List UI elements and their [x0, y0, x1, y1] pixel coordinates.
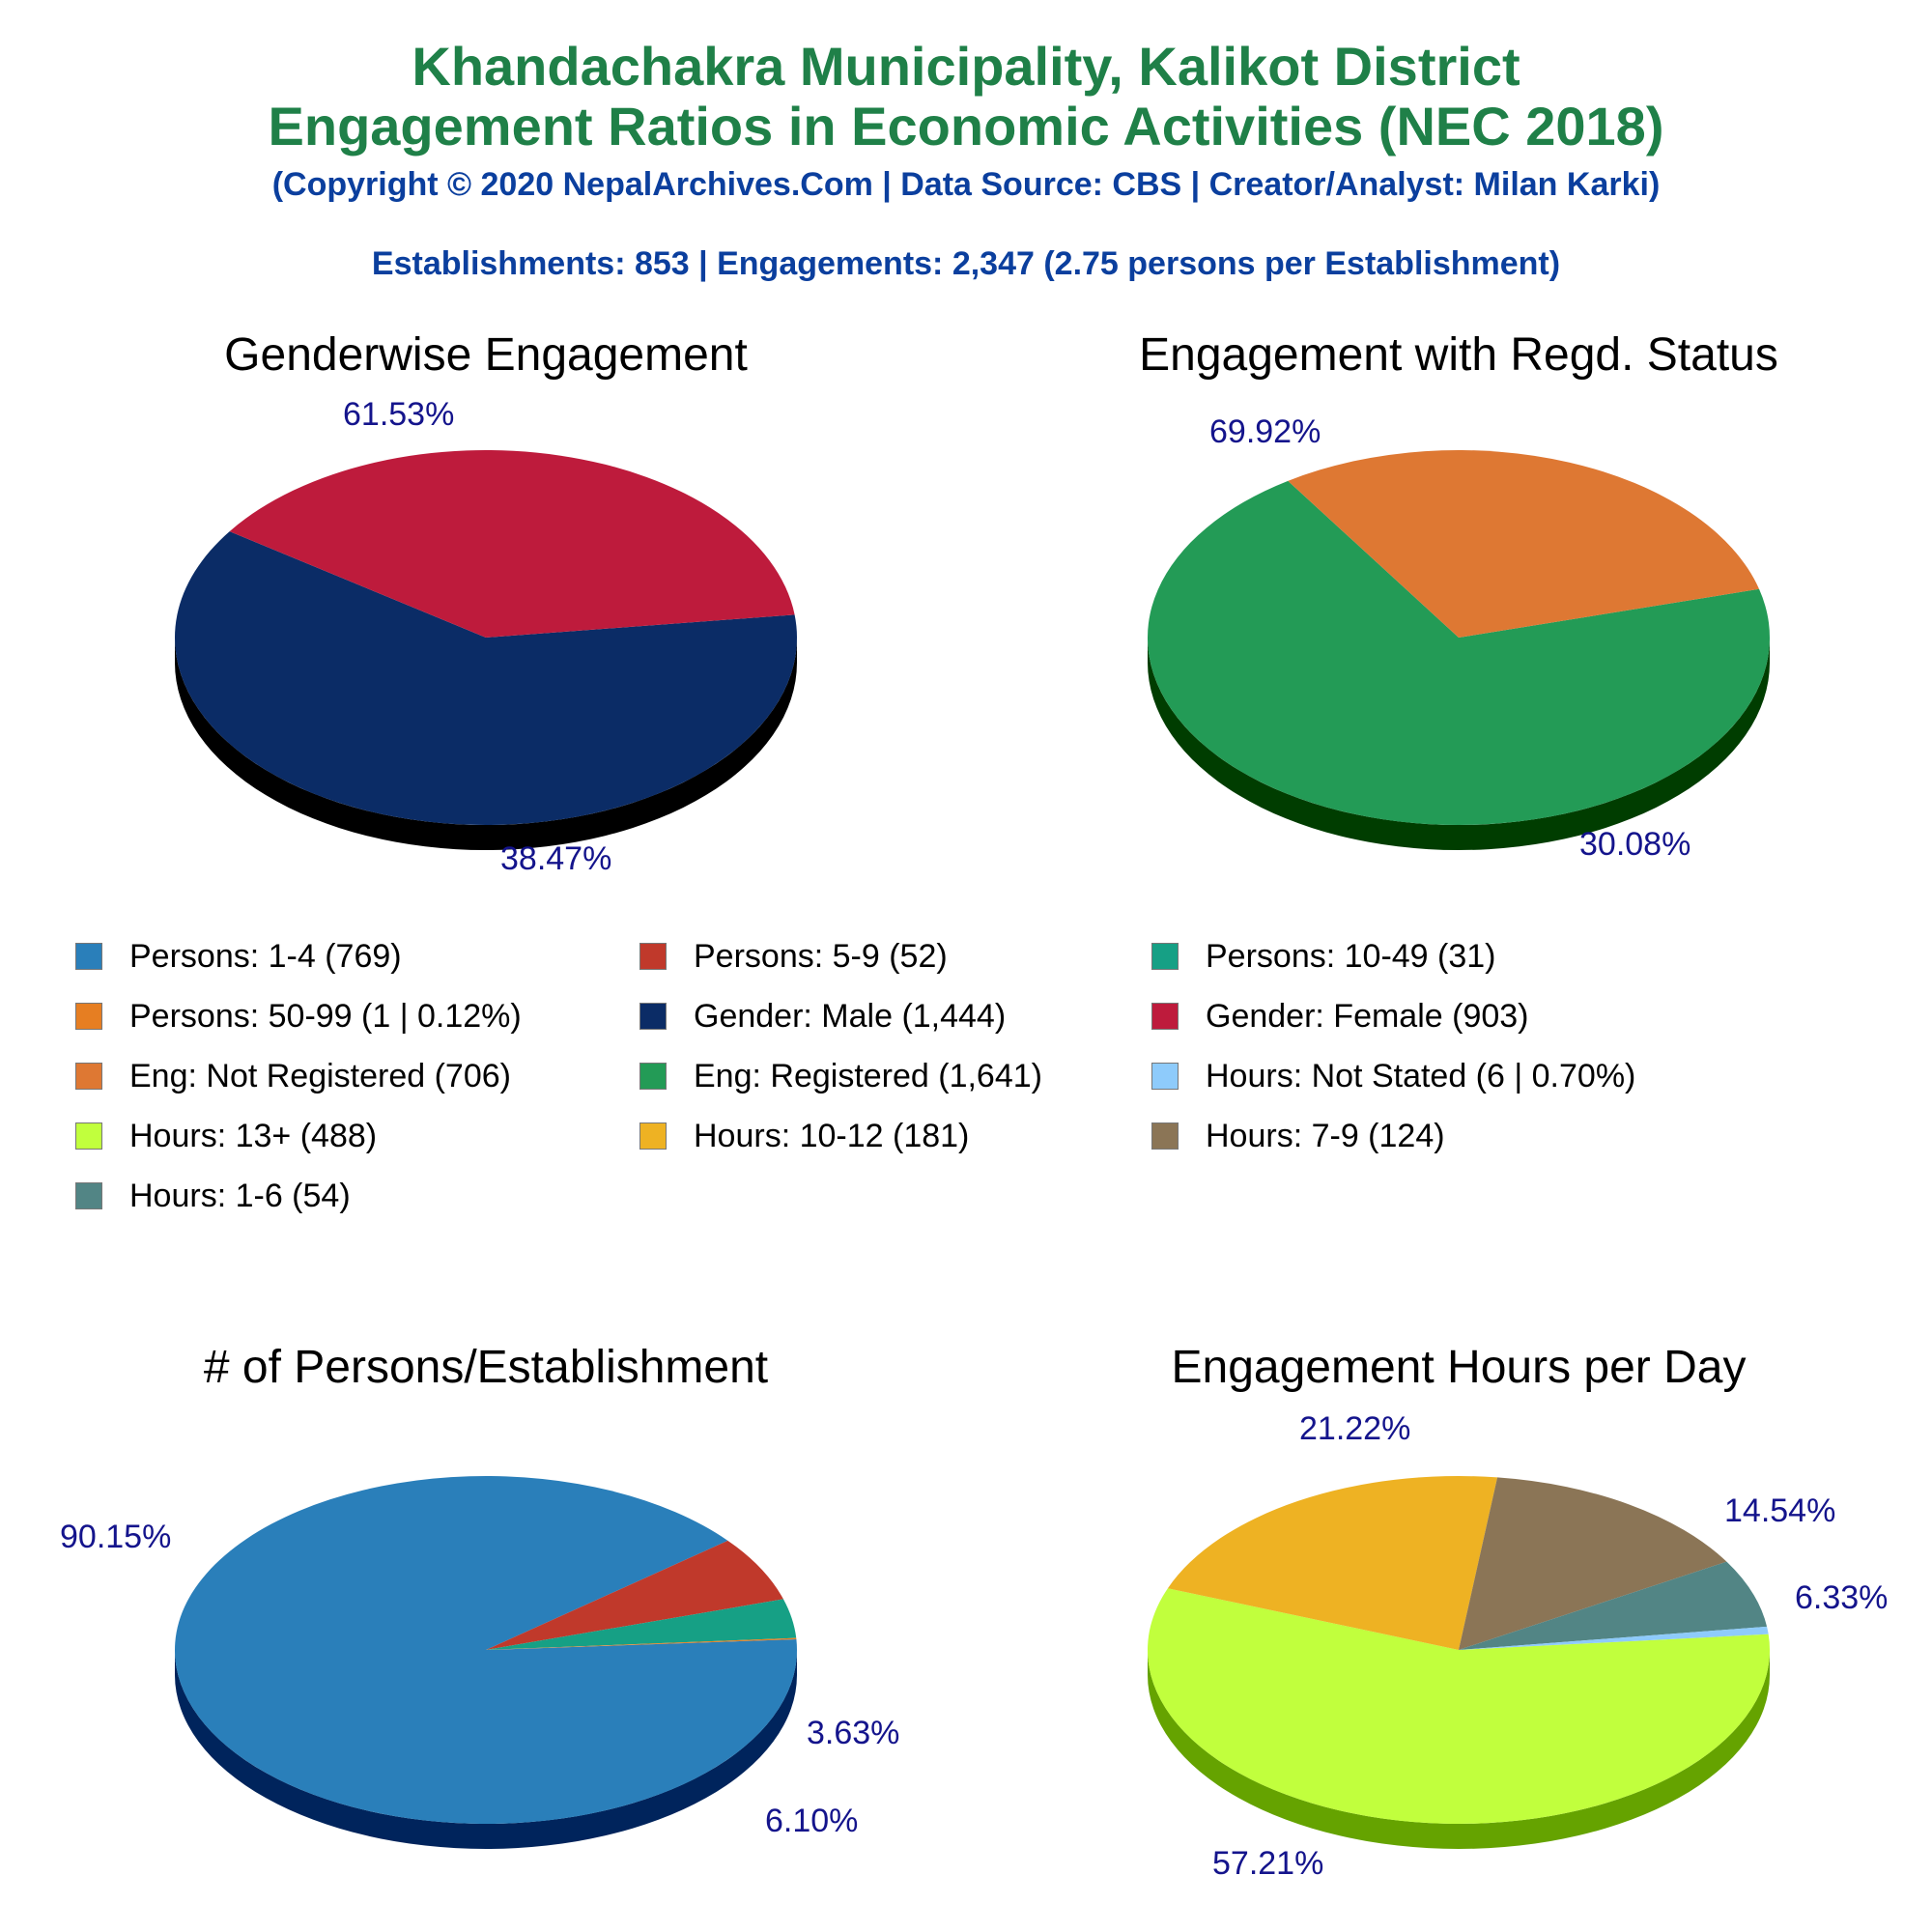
pct-label-registered: 69.92%	[1209, 413, 1321, 450]
pie-slice-persons-1-4	[175, 1476, 797, 1824]
legend-swatch	[1151, 1063, 1179, 1090]
legend-label: Hours: 7-9 (124)	[1206, 1118, 1445, 1154]
pct-label-hours-7-9: 14.54%	[1724, 1492, 1836, 1529]
chart-title-line2: Engagement Ratios in Economic Activities (NEC 2018)	[268, 96, 1664, 156]
legend-swatch	[1151, 1122, 1179, 1150]
pie-title-persons: # of Persons/Establishment	[203, 1342, 769, 1393]
legend-label: Persons: 50-99 (1 | 0.12%)	[129, 998, 522, 1035]
pie-title-hours: Engagement Hours per Day	[1171, 1342, 1747, 1393]
pie-title-regd: Engagement with Regd. Status	[1139, 329, 1778, 381]
pct-label-hours-10-12: 21.22%	[1299, 1410, 1411, 1447]
pct-label-not-registered: 30.08%	[1579, 826, 1691, 863]
legend-swatch	[1151, 943, 1179, 970]
legend-label: Hours: 10-12 (181)	[694, 1118, 970, 1154]
legend-label: Hours: 1-6 (54)	[129, 1178, 351, 1214]
pct-label-hours-13plus: 57.21%	[1212, 1845, 1324, 1882]
legend-label: Gender: Female (903)	[1206, 998, 1529, 1035]
legend-label: Persons: 10-49 (31)	[1206, 938, 1496, 975]
legend-swatch	[75, 1182, 102, 1209]
pct-label-persons-1-4: 90.15%	[60, 1519, 172, 1555]
legend-label: Eng: Registered (1,641)	[694, 1058, 1042, 1094]
summary-line: Establishments: 853 | Engagements: 2,347 (2.75 persons per Establishment)	[371, 245, 1561, 282]
pie-chart-engagement-with-regd-status	[1148, 450, 1770, 850]
legend-swatch	[1151, 1003, 1179, 1030]
legend-label: Hours: 13+ (488)	[129, 1118, 378, 1154]
chart-title-line1: Khandachakra Municipality, Kalikot District	[412, 36, 1520, 97]
pct-label-female: 38.47%	[500, 840, 612, 877]
legend-label: Persons: 5-9 (52)	[694, 938, 948, 975]
legend-label: Eng: Not Registered (706)	[129, 1058, 511, 1094]
pct-label-persons-5-9: 6.10%	[765, 1803, 859, 1839]
legend-swatch	[639, 1003, 667, 1030]
legend-label: Persons: 1-4 (769)	[129, 938, 402, 975]
pct-label-hours-1-6: 6.33%	[1795, 1579, 1889, 1616]
legend-swatch	[75, 1003, 102, 1030]
pie-chart-of-persons-establishment	[175, 1476, 797, 1849]
pct-label-male: 61.53%	[343, 396, 455, 433]
legend-swatch	[639, 1063, 667, 1090]
pie-title-gender: Genderwise Engagement	[224, 329, 748, 381]
legend-swatch	[75, 943, 102, 970]
legend-swatch	[75, 1063, 102, 1090]
legend-swatch	[75, 1122, 102, 1150]
pie-chart-genderwise-engagement	[175, 450, 797, 850]
legend-label: Gender: Male (1,444)	[694, 998, 1007, 1035]
legend-swatch	[639, 1122, 667, 1150]
pie-chart-engagement-hours-per-day	[1148, 1476, 1770, 1849]
legend-label: Hours: Not Stated (6 | 0.70%)	[1206, 1058, 1636, 1094]
pct-label-persons-10-49: 3.63%	[807, 1715, 900, 1751]
copyright-line: (Copyright © 2020 NepalArchives.Com | Data Source: CBS | Creator/Analyst: Milan Karki)	[271, 166, 1661, 203]
legend-swatch	[639, 943, 667, 970]
